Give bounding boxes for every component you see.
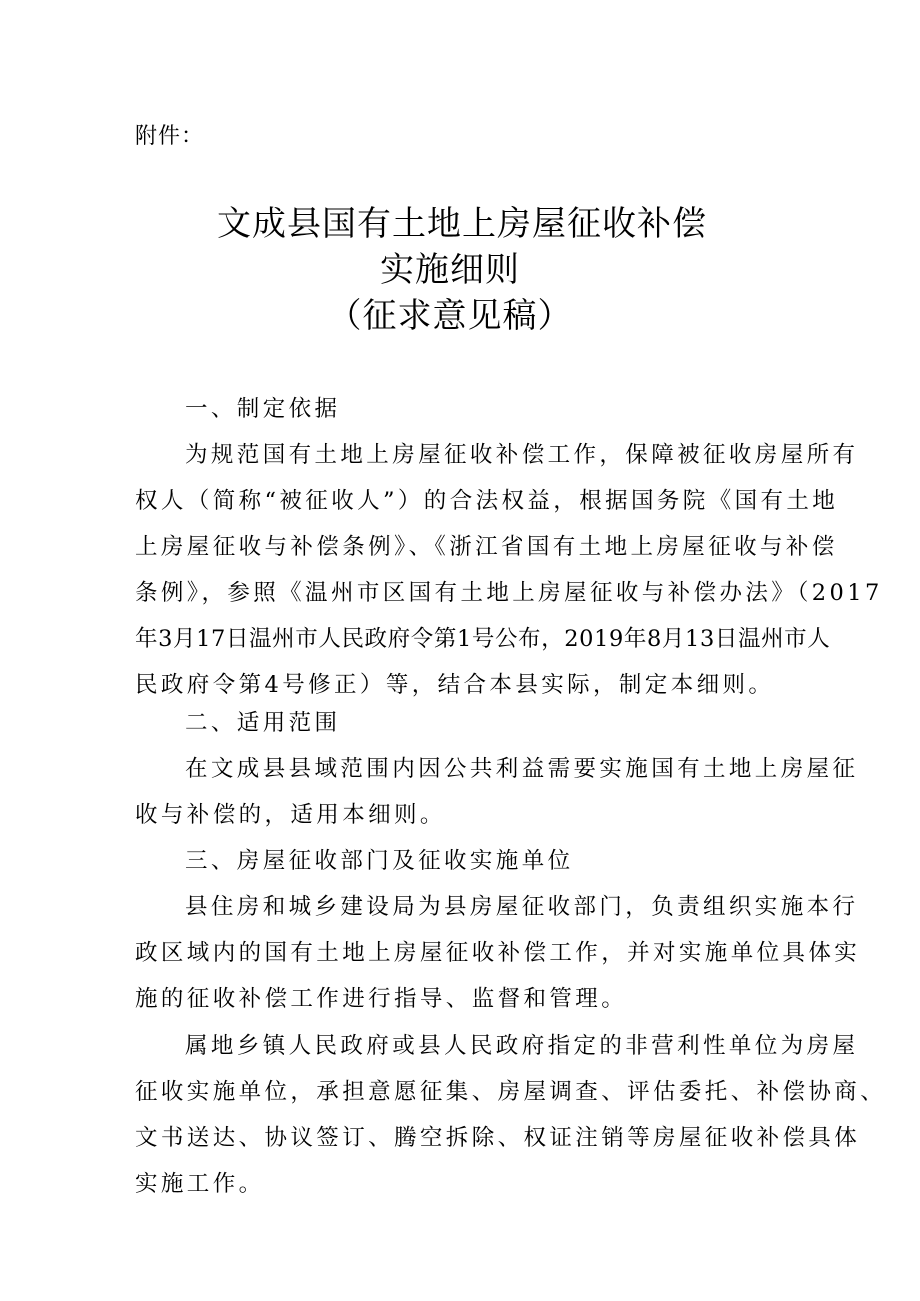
paragraph-line: 权人（简称“被征收人”）的合法权益，根据国务院《国有土地 bbox=[135, 488, 839, 514]
section-heading-basis: 一、制定依据 bbox=[185, 396, 341, 422]
paragraph-line: 征收实施单位，承担意愿征集、房屋调查、评估委托、补偿协商、 bbox=[135, 1079, 887, 1105]
paragraph-line: 收与补偿的，适用本细则。 bbox=[135, 802, 446, 828]
document-title-line-1: 文成县国有土地上房屋征收补偿 bbox=[217, 204, 707, 244]
paragraph-line: 县住房和城乡建设局为县房屋征收部门，负责组织实施本行 bbox=[185, 894, 859, 920]
paragraph-line: 上房屋征收与补偿条例》、《浙江省国有土地上房屋征收与补偿 bbox=[135, 534, 838, 560]
paragraph-line: 属地乡镇人民政府或县人民政府指定的非营利性单位为房屋 bbox=[185, 1033, 859, 1059]
section-paragraph-department bbox=[135, 884, 861, 1022]
attachment-label: 附件： bbox=[135, 124, 205, 149]
paragraph-line: 政区域内的国有土地上房屋征收补偿工作，并对实施单位具体实 bbox=[135, 940, 861, 966]
section-heading-scope: 二、适用范围 bbox=[185, 710, 341, 736]
paragraph-line: 为规范国有土地上房屋征收补偿工作，保障被征收房屋所有 bbox=[185, 442, 859, 468]
document-title-line-2: 实施细则 bbox=[380, 250, 520, 290]
section-paragraph-scope bbox=[135, 746, 859, 838]
paragraph-line: 年3月17日温州市人民政府令第1号公布，2019年8月13日温州市人 bbox=[135, 626, 831, 652]
section-heading-departments: 三、房屋征收部门及征收实施单位 bbox=[185, 848, 574, 874]
document-title-line-3: （征求意见稿） bbox=[327, 296, 573, 336]
section-paragraph-implementing-unit bbox=[135, 1023, 887, 1207]
paragraph-line: 条例》，参照《温州市区国有土地上房屋征收与补偿办法》（2017 bbox=[135, 580, 883, 606]
paragraph-line: 文书送达、协议签订、腾空拆除、权证注销等房屋征收补偿具体 bbox=[135, 1125, 861, 1151]
paragraph-line: 民政府令第4号修正）等，结合本县实际，制定本细则。 bbox=[135, 672, 775, 698]
paragraph-line: 施的征收补偿工作进行指导、监督和管理。 bbox=[135, 986, 628, 1012]
paragraph-line: 实施工作。 bbox=[135, 1171, 265, 1197]
paragraph-line: 在文成县县域范围内因公共利益需要实施国有土地上房屋征 bbox=[185, 756, 859, 782]
section-paragraph-basis bbox=[135, 432, 883, 708]
